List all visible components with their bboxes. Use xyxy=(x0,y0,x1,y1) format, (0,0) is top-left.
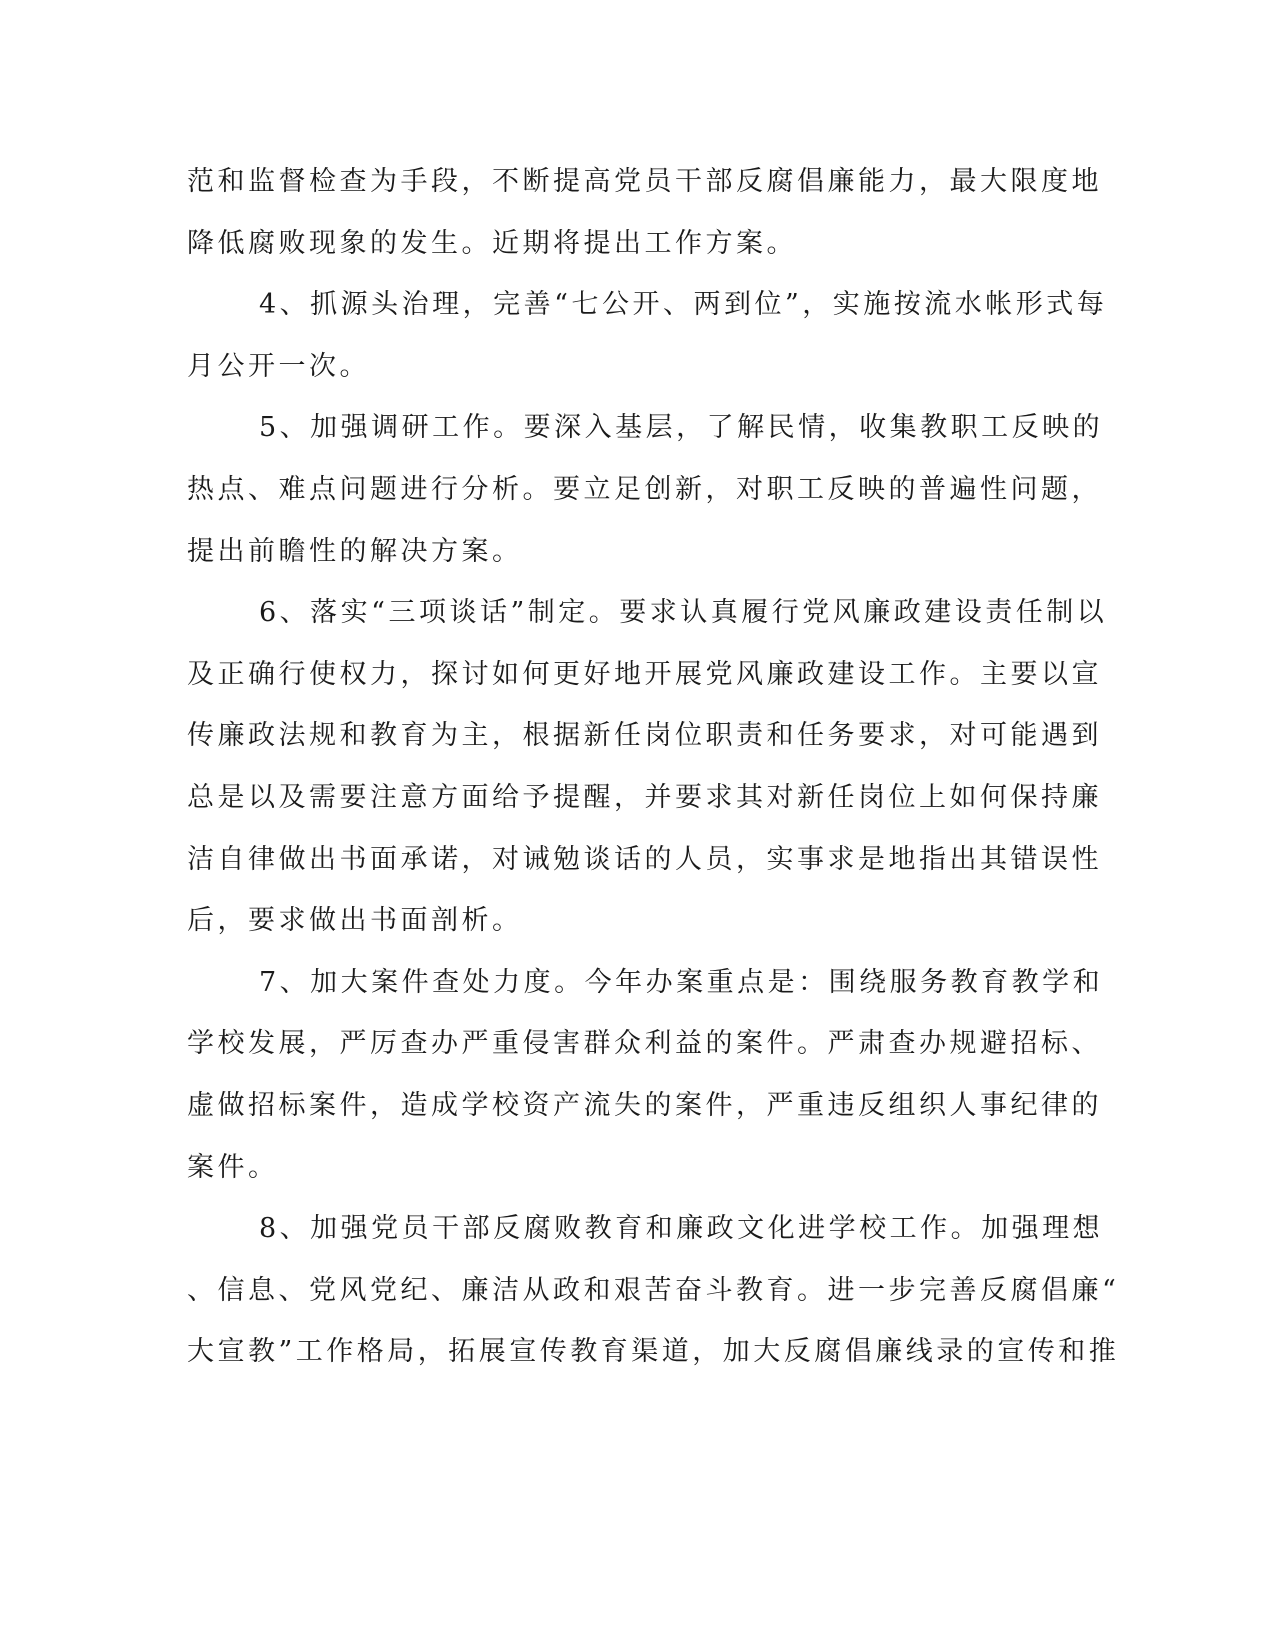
text-line: 后，要求做出书面剖析。 xyxy=(187,905,523,937)
paragraph-4-start: 4、抓源头治理，完善“七公开、两到位”，实施按流水帐形式每 xyxy=(259,289,1108,321)
document-body xyxy=(187,162,1120,1394)
paragraph-5-start: 5、加强调研工作。要深入基层，了解民情，收集教职工反映的 xyxy=(259,412,1104,444)
text-line: 降低腐败现象的发生。近期将提出工作方案。 xyxy=(187,227,797,259)
text-line: 学校发展，严厉查办严重侵害群众利益的案件。严肃查办规避招标、 xyxy=(187,1028,1102,1060)
text-line: 虚做招标案件，造成学校资产流失的案件，严重违反组织人事纪律的 xyxy=(187,1089,1102,1121)
text-line: 月公开一次。 xyxy=(187,350,370,382)
paragraph-7-start: 7、加大案件查处力度。今年办案重点是：围绕服务教育教学和 xyxy=(259,966,1104,998)
text-line: 洁自律做出书面承诺，对诫勉谈话的人员，实事求是地指出其错误性 xyxy=(187,843,1102,875)
text-line: 提出前瞻性的解决方案。 xyxy=(187,535,523,567)
text-line: 及正确行使权力，探讨如何更好地开展党风廉政建设工作。主要以宣 xyxy=(187,658,1102,690)
text-line: 范和监督检查为手段，不断提高党员干部反腐倡廉能力，最大限度地 xyxy=(187,166,1102,197)
text-line: 大宣教”工作格局，拓展宣传教育渠道，加大反腐倡廉线录的宣传和推 xyxy=(187,1336,1120,1368)
text-line: 、信息、党风党纪、廉洁从政和艰苦奋斗教育。进一步完善反腐倡廉“ xyxy=(187,1274,1120,1306)
text-line: 案件。 xyxy=(187,1151,279,1183)
text-line: 传廉政法规和教育为主，根据新任岗位职责和任务要求，对可能遇到 xyxy=(187,720,1102,752)
paragraph-8-start: 8、加强党员干部反腐败教育和廉政文化进学校工作。加强理想 xyxy=(259,1213,1104,1245)
paragraph-6-start: 6、落实“三项谈话”制定。要求认真履行党风廉政建设责任制以 xyxy=(259,597,1108,629)
text-line: 总是以及需要注意方面给予提醒，并要求其对新任岗位上如何保持廉 xyxy=(187,781,1102,813)
text-line: 热点、难点问题进行分析。要立足创新，对职工反映的普遍性问题， xyxy=(187,473,1102,505)
